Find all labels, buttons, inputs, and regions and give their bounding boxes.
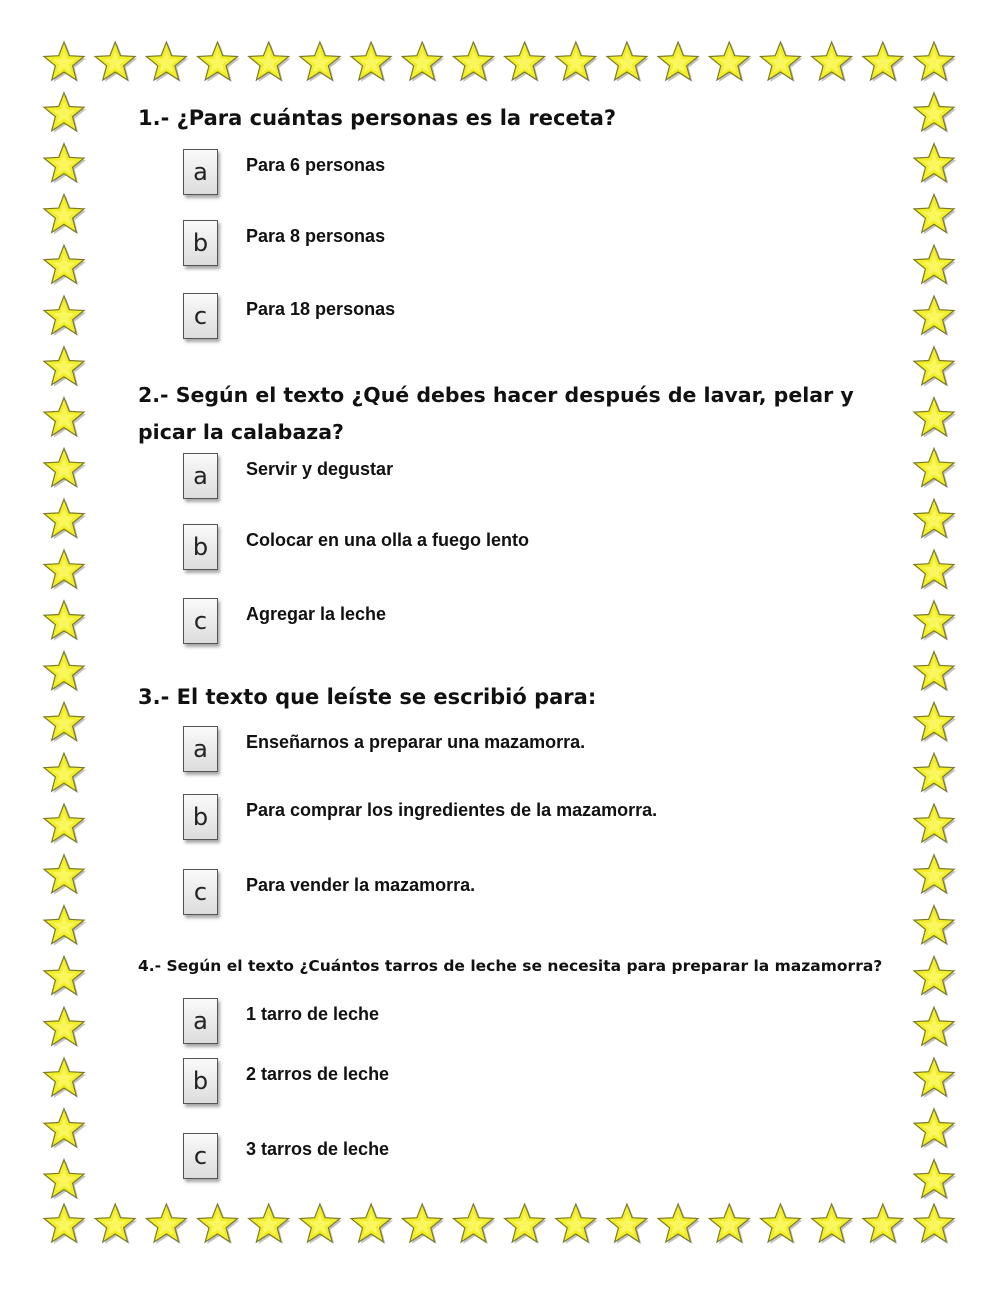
question-1-option-c[interactable] bbox=[183, 293, 395, 341]
star-icon bbox=[914, 1109, 956, 1149]
question-1-option-a[interactable] bbox=[183, 149, 385, 197]
option-b-button[interactable]: b bbox=[183, 1058, 218, 1104]
star-icon bbox=[198, 1204, 240, 1244]
star-icon bbox=[914, 956, 956, 996]
star-icon bbox=[44, 652, 86, 692]
option-b-button[interactable]: b bbox=[183, 794, 218, 840]
star-icon bbox=[914, 702, 956, 742]
star-icon bbox=[402, 1204, 444, 1244]
star-icon bbox=[44, 550, 86, 590]
star-icon bbox=[44, 1204, 86, 1244]
star-icon bbox=[863, 1204, 905, 1244]
question-2-option-c[interactable] bbox=[183, 598, 386, 646]
star-icon bbox=[709, 1204, 751, 1244]
star-icon bbox=[95, 1204, 137, 1244]
star-icon bbox=[914, 194, 956, 234]
star-icon bbox=[914, 601, 956, 641]
question-4-option-a[interactable] bbox=[183, 998, 379, 1046]
question-3-text: 3.- El texto que leíste se escribió para: bbox=[138, 685, 597, 709]
star-icon bbox=[44, 296, 86, 336]
star-icon bbox=[44, 42, 86, 82]
star-icon bbox=[453, 1204, 495, 1244]
star-icon bbox=[249, 1204, 291, 1244]
option-text: 1 tarro de leche bbox=[246, 1004, 380, 1024]
question-2-option-a[interactable] bbox=[183, 453, 393, 501]
question-2-text: 2.- Según el texto ¿Qué debes hacer después de lavar, pelar y picar la calabaza? bbox=[138, 383, 854, 444]
option-text: Para vender la mazamorra. bbox=[246, 875, 476, 895]
star-icon bbox=[761, 42, 803, 82]
star-icon bbox=[914, 93, 956, 133]
option-text: 3 tarros de leche bbox=[246, 1139, 390, 1159]
star-icon bbox=[556, 1204, 598, 1244]
option-text: 2 tarros de leche bbox=[246, 1064, 390, 1084]
option-c-button[interactable]: c bbox=[183, 1133, 218, 1179]
star-icon bbox=[658, 1204, 700, 1244]
star-icon bbox=[44, 956, 86, 996]
option-c-button[interactable]: c bbox=[183, 293, 218, 339]
question-2-option-b[interactable] bbox=[183, 524, 529, 572]
star-icon bbox=[44, 804, 86, 844]
star-icon bbox=[44, 245, 86, 285]
star-icon bbox=[44, 398, 86, 438]
option-text: Para 8 personas bbox=[246, 226, 386, 246]
star-icon bbox=[914, 398, 956, 438]
star-icon bbox=[198, 42, 240, 82]
star-icon bbox=[556, 42, 598, 82]
question-3-option-c[interactable] bbox=[183, 869, 475, 917]
star-icon bbox=[914, 1007, 956, 1047]
star-icon bbox=[914, 296, 956, 336]
star-icon bbox=[300, 1204, 342, 1244]
star-icon bbox=[44, 347, 86, 387]
star-icon bbox=[914, 652, 956, 692]
star-icon bbox=[249, 42, 291, 82]
star-icon bbox=[453, 42, 495, 82]
option-b-button[interactable]: b bbox=[183, 524, 218, 570]
star-icon bbox=[709, 42, 751, 82]
star-icon bbox=[95, 42, 137, 82]
option-text: Para 6 personas bbox=[246, 155, 386, 175]
star-icon bbox=[44, 1160, 86, 1200]
star-icon bbox=[351, 42, 393, 82]
option-a-button[interactable]: a bbox=[183, 453, 218, 499]
star-icon bbox=[914, 906, 956, 946]
star-icon bbox=[44, 601, 86, 641]
star-icon bbox=[914, 42, 956, 82]
option-text: Agregar la leche bbox=[246, 604, 387, 624]
star-icon bbox=[44, 1109, 86, 1149]
star-icon bbox=[914, 245, 956, 285]
option-a-button[interactable]: a bbox=[183, 149, 218, 195]
star-icon bbox=[914, 448, 956, 488]
question-4-option-b[interactable] bbox=[183, 1058, 389, 1106]
star-icon bbox=[505, 42, 547, 82]
question-4-option-c[interactable] bbox=[183, 1133, 389, 1181]
option-text: Colocar en una olla a fuego lento bbox=[246, 530, 530, 550]
star-icon bbox=[44, 144, 86, 184]
star-icon bbox=[146, 42, 188, 82]
question-1-text: 1.- ¿Para cuántas personas es la receta? bbox=[138, 106, 617, 130]
star-icon bbox=[607, 1204, 649, 1244]
star-icon bbox=[607, 42, 649, 82]
star-icon bbox=[914, 1160, 956, 1200]
star-icon bbox=[914, 804, 956, 844]
star-icon bbox=[44, 1058, 86, 1098]
option-b-button[interactable]: b bbox=[183, 220, 218, 266]
star-icon bbox=[44, 906, 86, 946]
star-icon bbox=[402, 42, 444, 82]
option-text: Para comprar los ingredientes de la mazamorra. bbox=[246, 800, 658, 820]
option-text: Enseñarnos a preparar una mazamorra. bbox=[246, 732, 586, 752]
star-icon bbox=[658, 42, 700, 82]
star-icon bbox=[505, 1204, 547, 1244]
question-4-text: 4.- Según el texto ¿Cuántos tarros de leche se necesita para preparar la mazamorra? bbox=[138, 957, 883, 975]
star-icon bbox=[146, 1204, 188, 1244]
star-icon bbox=[914, 1058, 956, 1098]
star-icon bbox=[812, 42, 854, 82]
star-icon bbox=[761, 1204, 803, 1244]
option-c-button[interactable]: c bbox=[183, 598, 218, 644]
star-icon bbox=[863, 42, 905, 82]
star-icon bbox=[914, 347, 956, 387]
question-3-option-b[interactable] bbox=[183, 794, 657, 842]
option-c-button[interactable]: c bbox=[183, 869, 218, 915]
option-text: Para 18 personas bbox=[246, 299, 396, 319]
star-icon bbox=[914, 550, 956, 590]
star-icon bbox=[914, 753, 956, 793]
star-icon bbox=[44, 1007, 86, 1047]
star-icon bbox=[44, 448, 86, 488]
star-icon bbox=[44, 93, 86, 133]
star-icon bbox=[44, 499, 86, 539]
star-icon bbox=[351, 1204, 393, 1244]
star-icon bbox=[300, 42, 342, 82]
star-icon bbox=[914, 855, 956, 895]
star-icon bbox=[44, 702, 86, 742]
star-icon bbox=[914, 144, 956, 184]
star-icon bbox=[914, 499, 956, 539]
star-icon bbox=[914, 1204, 956, 1244]
option-a-button[interactable]: a bbox=[183, 998, 218, 1044]
question-1-option-b[interactable] bbox=[183, 220, 385, 268]
star-icon bbox=[44, 855, 86, 895]
star-icon bbox=[812, 1204, 854, 1244]
option-text: Servir y degustar bbox=[246, 459, 394, 479]
question-3-option-a[interactable] bbox=[183, 726, 585, 774]
star-icon bbox=[44, 753, 86, 793]
option-a-button[interactable]: a bbox=[183, 726, 218, 772]
star-icon bbox=[44, 194, 86, 234]
